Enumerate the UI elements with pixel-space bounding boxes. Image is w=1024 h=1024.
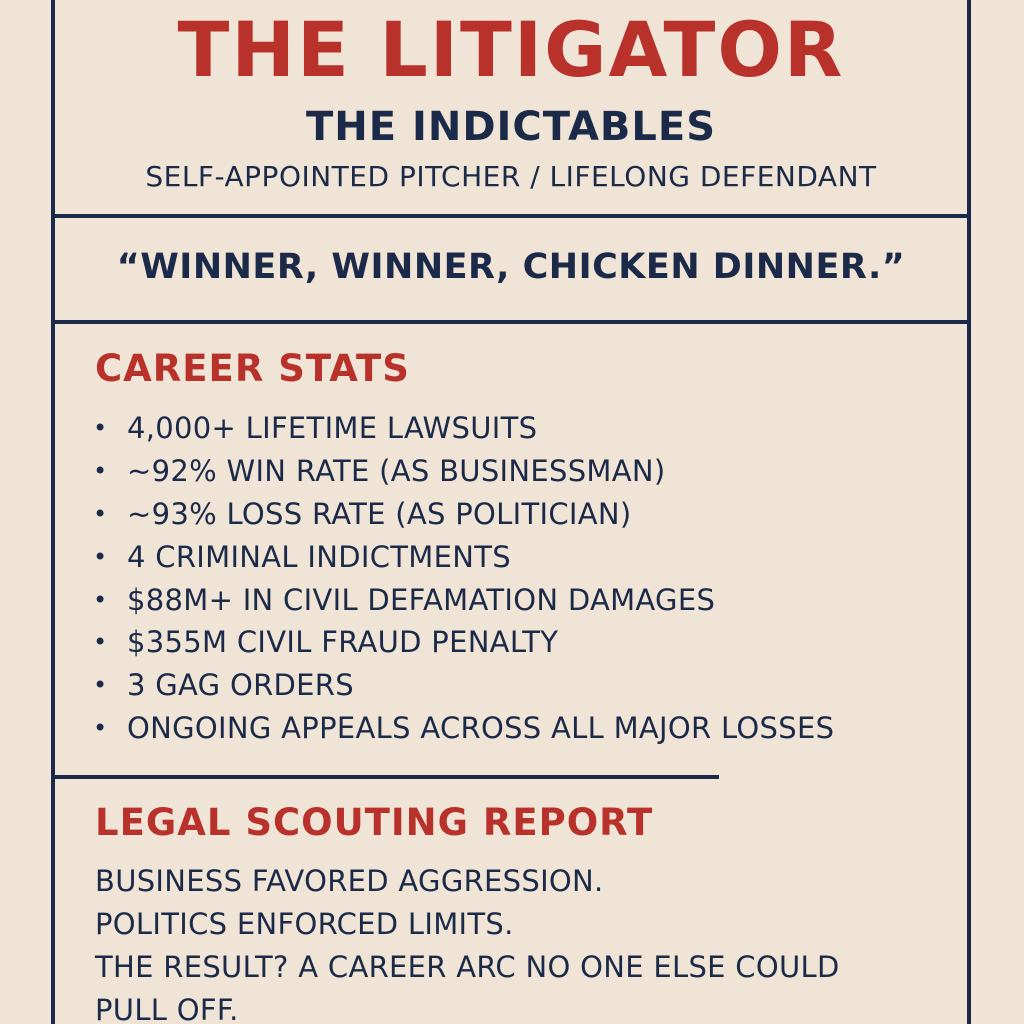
bullet-icon: • bbox=[93, 671, 108, 700]
stat-text: 4 CRIMINAL INDICTMENTS bbox=[127, 539, 511, 574]
bullet-icon: • bbox=[93, 499, 108, 528]
stat-text: $88M+ IN CIVIL DEFAMATION DAMAGES bbox=[127, 582, 716, 617]
trading-card bbox=[51, 0, 971, 1024]
scouting-report-heading: LEGAL SCOUTING REPORT bbox=[95, 801, 654, 844]
stat-text: 4,000+ LIFETIME LAWSUITS bbox=[127, 411, 538, 446]
stat-item bbox=[93, 707, 834, 750]
report-line: POLITICS ENFORCED LIMITS. bbox=[95, 907, 514, 941]
bullet-icon: • bbox=[93, 414, 108, 443]
divider bbox=[55, 775, 719, 779]
card-title: THE LITIGATOR bbox=[177, 5, 845, 94]
stat-item bbox=[93, 621, 834, 664]
bullet-icon: • bbox=[93, 457, 108, 486]
scouting-report-text bbox=[95, 860, 840, 1024]
stat-item bbox=[93, 493, 834, 536]
stat-item bbox=[93, 407, 834, 450]
report-line: PULL OFF. bbox=[95, 993, 239, 1024]
player-quote: “WINNER, WINNER, CHICKEN DINNER.” bbox=[116, 247, 906, 287]
bullet-icon: • bbox=[93, 542, 108, 571]
stat-item bbox=[93, 578, 834, 621]
stat-text: 3 GAG ORDERS bbox=[127, 668, 354, 703]
stat-item bbox=[93, 450, 834, 493]
report-line: BUSINESS FAVORED AGGRESSION. bbox=[95, 864, 604, 898]
player-position: SELF-APPOINTED PITCHER / LIFELONG DEFENDANT bbox=[145, 160, 877, 193]
bullet-icon: • bbox=[93, 713, 108, 742]
stat-text: ONGOING APPEALS ACROSS ALL MAJOR LOSSES bbox=[127, 710, 835, 745]
team-name: THE INDICTABLES bbox=[305, 104, 717, 150]
bullet-icon: • bbox=[93, 628, 108, 657]
career-stats-heading: CAREER STATS bbox=[95, 347, 410, 390]
stat-text: $355M CIVIL FRAUD PENALTY bbox=[127, 625, 559, 660]
report-line: THE RESULT? A CAREER ARC NO ONE ELSE COULD bbox=[95, 950, 840, 984]
stat-text: ~92% WIN RATE (AS BUSINESSMAN) bbox=[127, 454, 666, 489]
stat-text: ~93% LOSS RATE (AS POLITICIAN) bbox=[127, 496, 632, 531]
divider bbox=[55, 320, 967, 324]
stat-item bbox=[93, 664, 834, 707]
stat-item bbox=[93, 535, 834, 578]
bullet-icon: • bbox=[93, 585, 108, 614]
career-stats-list bbox=[93, 407, 834, 749]
divider bbox=[55, 214, 967, 218]
